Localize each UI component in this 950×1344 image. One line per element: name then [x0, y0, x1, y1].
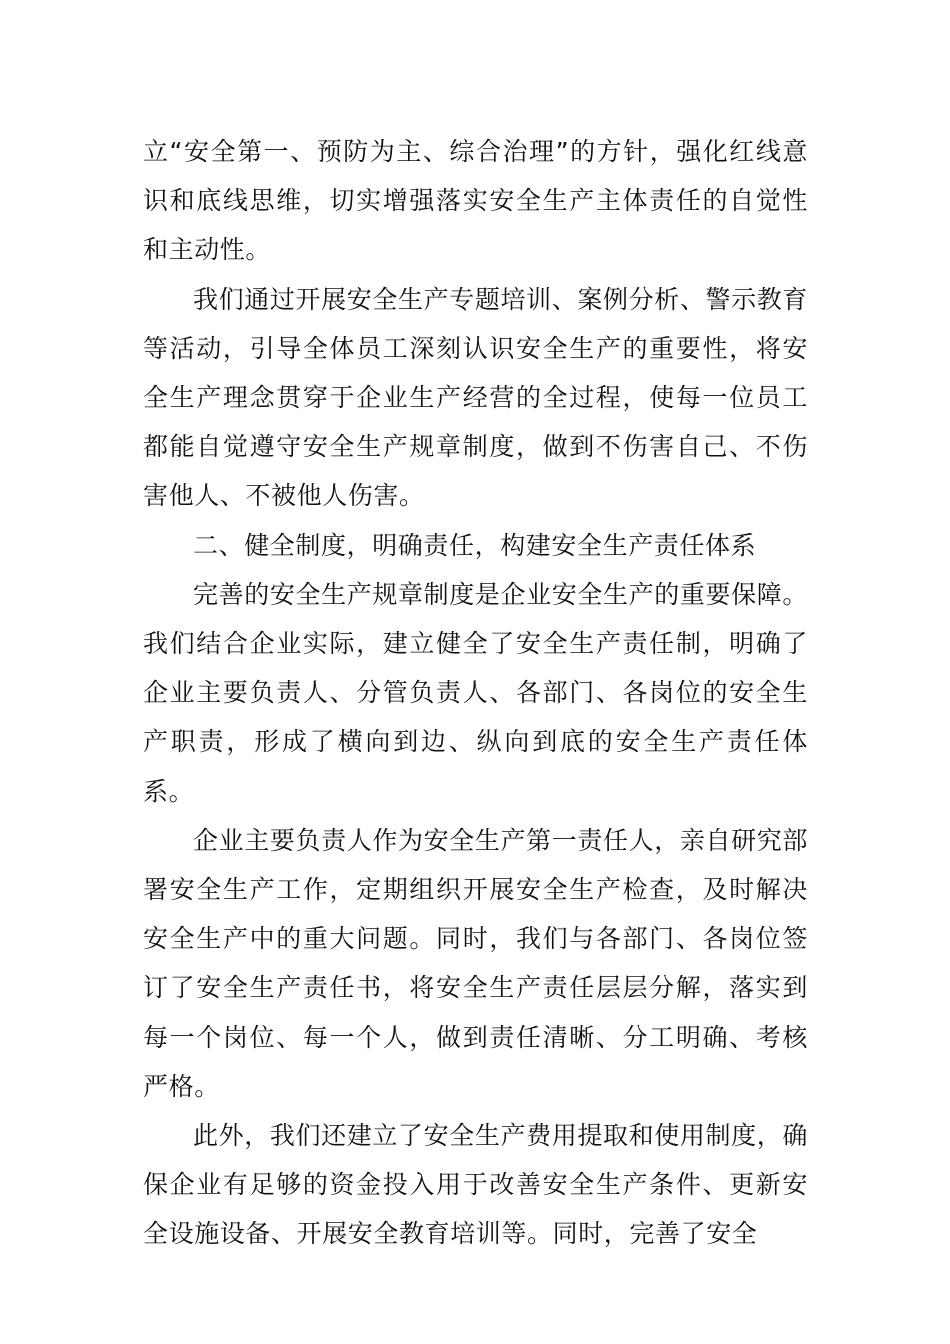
paragraph-5: 此外，我们还建立了安全生产费用提取和使用制度，确保企业有足够的资金投入用于改善安全生产条件、更新安全设施设备、开展安全教育培训等。同时，完善了安全 — [143, 1121, 808, 1249]
paragraph-4: 企业主要负责人作为安全生产第一责任人，亲自研究部署安全生产工作，定期组织开展安全生产检查，及时解决安全生产中的重大问题。同时，我们与各部门、各岗位签订了安全生产责任书，将安全生产责任层层分解，落实到每一个岗位、每一个人，做到责任清晰、分工明确、考核严格。 — [143, 825, 808, 1101]
section-heading: 二、健全制度，明确责任，构建安全生产责任体系 — [193, 530, 757, 560]
paragraph-3: 完善的安全生产规章制度是企业安全生产的重要保障。我们结合企业实际，建立健全了安全生产责任制，明确了企业主要负责人、分管负责人、各部门、各岗位的安全生产职责，形成了横向到边、纵向到底的安全生产责任体系。 — [143, 579, 808, 806]
paragraph-2: 我们通过开展安全生产专题培训、案例分析、警示教育等活动，引导全体员工深刻认识安全生产的重要性，将安全生产理念贯穿于企业生产经营的全过程，使每一位员工都能自觉遵守安全生产规章制度，做到不伤害自己、不伤害他人、不被他人伤害。 — [143, 284, 808, 511]
document-body — [143, 127, 808, 1259]
paragraph-1: 立“安全第一、预防为主、综合治理”的方针，强化红线意识和底线思维，切实增强落实安全生产主体责任的自觉性和主动性。 — [143, 137, 808, 265]
